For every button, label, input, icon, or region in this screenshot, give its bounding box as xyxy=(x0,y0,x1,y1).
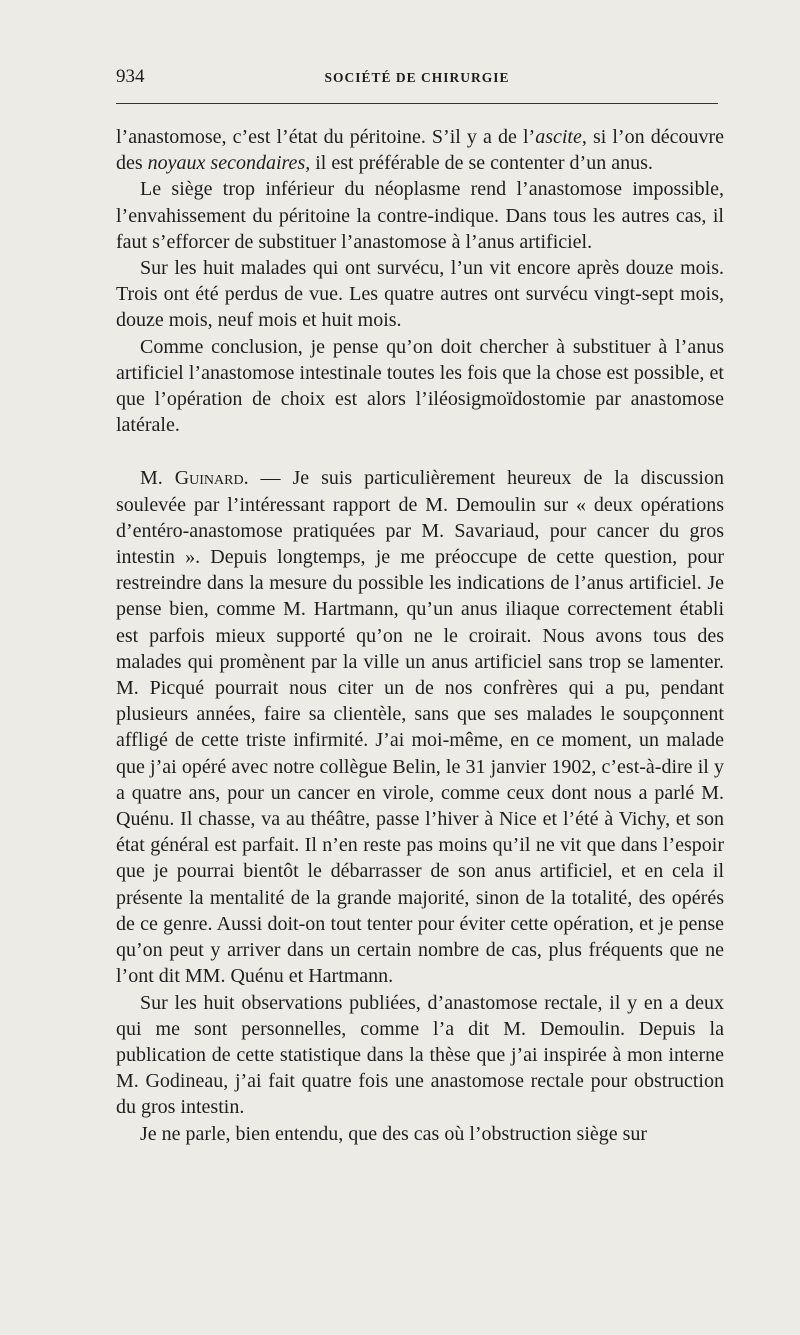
page-number: 934 xyxy=(116,66,145,87)
paragraph-4: Comme conclusion, je pense qu’on doit chercher à substituer à l’anus artificiel l’anastomose intestinale toutes les fois que la chose est possible, et que l’opération de choix est alors l’iléosigmoïdostomie par anastomose latérale. xyxy=(116,335,724,437)
speaker-name: M. Guinard. xyxy=(140,467,249,490)
paragraph-2: Le siège trop inférieur du néoplasme rend l’anastomose impossible, l’envahissement du péritoine la contre-indique. Dans tous les autres cas, il faut s’efforcer de substituer l’anastomose à l’anus artificiel. xyxy=(116,178,724,253)
paragraph-6: Sur les huit observations publiées, d’anastomose rectale, il y en a deux qui me sont personnelles, comme l’a dit M. Demoulin. Depuis la publication de cette statistique dans la thèse que j’ai inspirée à mon interne M. Godineau, j’ai fait quatre fois une anastomose rectale pour obstruction du gros intestin. xyxy=(116,991,724,1119)
paragraph-7: Je ne parle, bien entendu, que des cas où l’obstruction siège sur xyxy=(140,1122,648,1145)
paragraph-5: M. Guinard. — Je suis particulièrement heureux de la discussion soulevée par l’intéressant rapport de M. Demoulin sur « deux opérations d’entéro-anastomose pratiquées par M. Savariaud, pour cancer du gros intestin ». Depuis longtemps, je me préoccupe de cette question, pour restreindre dans la mesure du possible les indications de l’anus artificiel. Je pense bien, comme M. Hartmann, qu’un anus iliaque correctement établi est parfois mieux supporté qu’on ne le croirait. Nous avons tous des malades qui promènent par la ville un anus artificiel sans trop se lamenter. M. Picqué pourrait nous citer un de nos confrères qui a pu, pendant plusieurs années, faire sa clientèle, sans que ses malades le soupçonnent affligé de cette triste infirmité. J’ai moi-même, en ce moment, un malade que j’ai opéré avec notre collègue Belin, le 31 janvier 1902, c’est-à-dire il y a quatre ans, pour un cancer en virole, comme ceux dont nous a parlé M. Quénu. Il chasse, va au théâtre, passe l’hiver à Nice et l’été à Vichy, et son état général est parfait. Il n’en reste pas moins qu’il ne vit que dans l’espoir que je pourrai bientôt le débarrasser de son anus artificiel, et en cela il présente la mentalité de la grande majorité, sinon de la totalité, des opérés de ce genre. Aussi doit-on tout tenter pour éviter cette opération, et je pense qu’on peut y arriver dans un certain nombre de cas, plus fréquents que ne l’ont dit MM. Quénu et Hartmann. xyxy=(116,467,724,988)
header-rule xyxy=(116,103,718,104)
paragraph-1: l’anastomose, c’est l’état du péritoine. S’il y a de l’ascite, si l’on découvre des noyaux secondaires, il est préférable de se contenter d’un anus. xyxy=(116,126,724,175)
running-title: SOCIÉTÉ DE CHIRURGIE xyxy=(324,70,510,85)
body-text xyxy=(116,124,724,1147)
page-header xyxy=(116,62,718,98)
paragraph-3: Sur les huit malades qui ont survécu, l’un vit encore après douze mois. Trois ont été perdus de vue. Les quatre autres ont survécu vingt-sept mois, douze mois, neuf mois et huit mois. xyxy=(116,257,724,332)
